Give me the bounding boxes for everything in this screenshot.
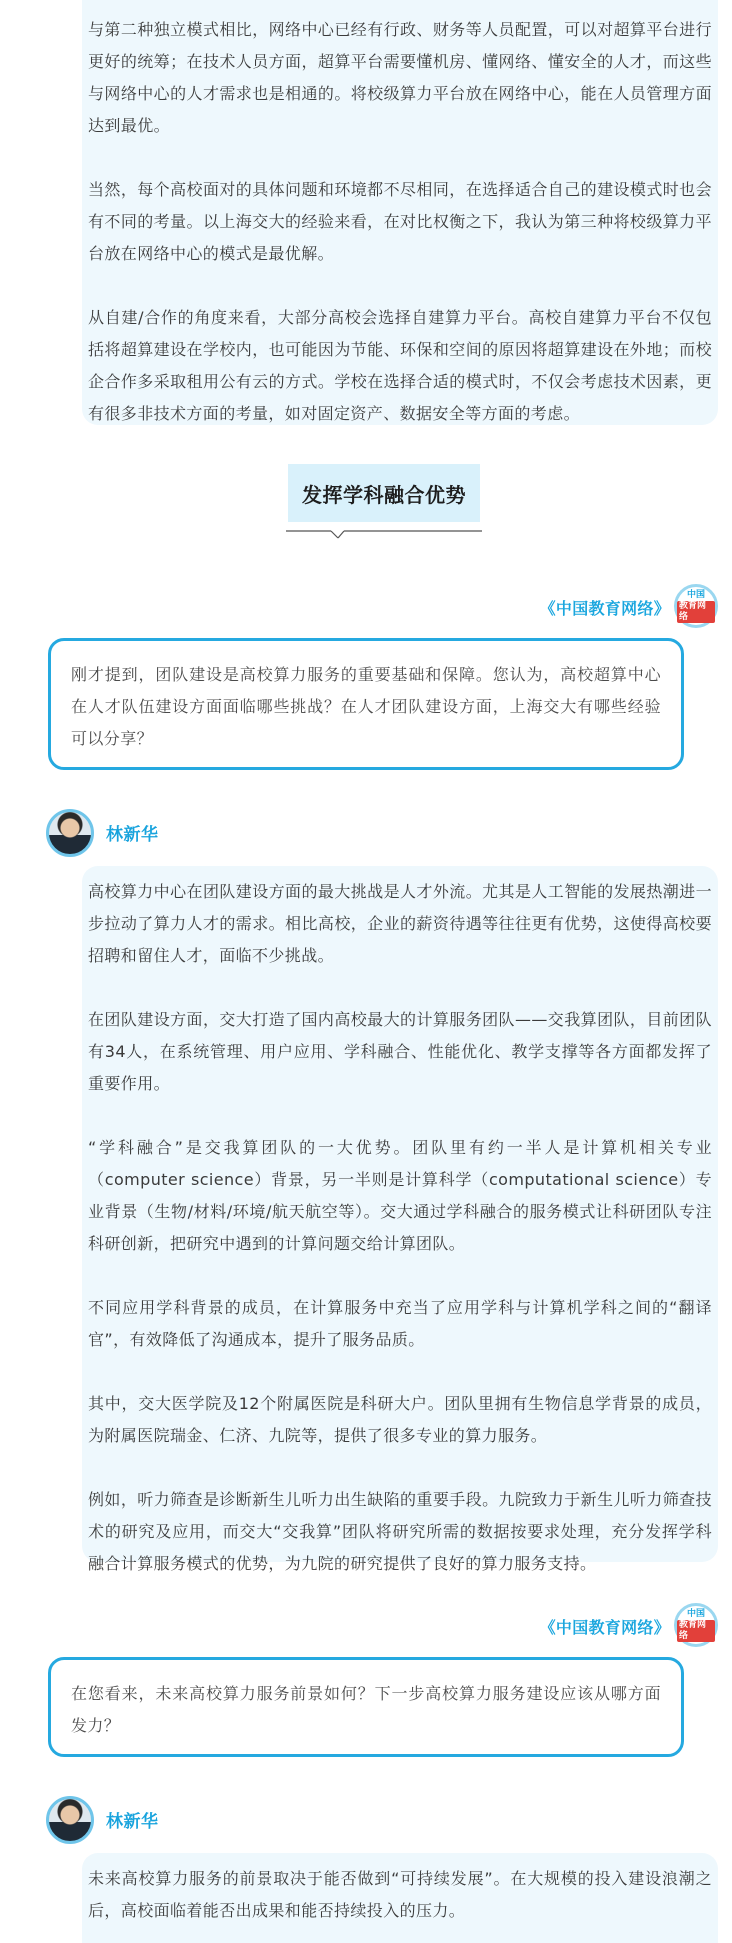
logo-text-line1: 中国	[686, 589, 705, 600]
answer-paragraph: “学科融合”是交我算团队的一大优势。团队里有约一半人是计算机相关专业（computer science）背景，另一半则是计算科学（computational science）专业背景（生物/材料/环境/航天航空等）。交大通过学科融合的服务模式让科研团队专注科研创新，把研究中遇到的计算问题交给计算团队。	[88, 1138, 712, 1253]
answer-paragraph: 其中，交大医学院及12个附属医院是科研大户。团队里拥有生物信息学背景的成员，为附属医院瑞金、仁济、九院等，提供了很多专业的算力服务。	[88, 1394, 712, 1445]
answer-paragraph: 例如，听力筛查是诊断新生儿听力出生缺陷的重要手段。九院致力于新生儿听力筛查技术的研究及应用，而交大“交我算”团队将研究所需的数据按要求处理，充分发挥学科融合计算服务模式的优势，为九院的研究提供了良好的算力服务支持。	[88, 1490, 712, 1573]
answer-paragraph: 未来高校算力服务的前景取决于能否做到“可持续发展”。在大规模的投入建设浪潮之后，高校面临着能否出成果和能否持续投入的压力。	[88, 1869, 712, 1920]
speaker-name: 林新华	[106, 1812, 159, 1832]
source-label: 《中国教育网络》	[539, 1618, 670, 1637]
answer-paragraph: 不同应用学科背景的成员，在计算服务中充当了应用学科与计算机学科之间的“翻译官”，有效降低了沟通成本，提升了服务品质。	[88, 1298, 712, 1349]
answer-paragraph: 从自建/合作的角度来看，大部分高校会选择自建算力平台。高校自建算力平台不仅包括将超算建设在学校内，也可能因为节能、环保和空间的原因将超算建设在外地；而校企合作多采取租用公有云的方式。学校在选择合适的模式时，不仅会考虑技术因素，更有很多非技术方面的考量，如对固定资产、数据安全等方面的考虑。	[88, 308, 712, 423]
answer-card	[82, 1853, 718, 1943]
answer-card	[82, 866, 718, 1573]
speaker-avatar	[46, 809, 94, 857]
china-education-network-logo	[674, 584, 718, 628]
section-title	[288, 464, 480, 522]
answer-paragraph: 在团队建设方面，交大打造了国内高校最大的计算服务团队——交我算团队，目前团队有34人，在系统管理、用户应用、学科融合、性能优化、教学支撑等各方面都发挥了重要作用。	[88, 1010, 712, 1093]
section-title-underline	[286, 527, 482, 543]
section-title-text: 发挥学科融合优势	[302, 482, 466, 507]
question-box	[48, 638, 684, 770]
china-education-network-logo	[674, 1603, 718, 1647]
answer-paragraph: 当然，每个高校面对的具体问题和环境都不尽相同，在选择适合自己的建设模式时也会有不同的考量。以上海交大的经验来看，在对比权衡之下，我认为第三种将校级算力平台放在网络中心的模式是最优解。	[88, 180, 712, 263]
speaker-name: 林新华	[106, 825, 159, 845]
speaker-avatar	[46, 1796, 94, 1844]
source-label: 《中国教育网络》	[539, 599, 670, 618]
question-text: 刚才提到，团队建设是高校算力服务的重要基础和保障。您认为，高校超算中心在人才队伍建设方面面临哪些挑战？在人才团队建设方面，上海交大有哪些经验可以分享？	[71, 665, 661, 748]
answer-paragraph: 与第二种独立模式相比，网络中心已经有行政、财务等人员配置，可以对超算平台进行更好的统筹；在技术人员方面，超算平台需要懂机房、懂网络、懂安全的人才，而这些与网络中心的人才需求也是相通的。将校级算力平台放在网络中心，能在人员管理方面达到最优。	[88, 20, 712, 135]
question-box	[48, 1657, 684, 1757]
answer-paragraph: 高校算力中心在团队建设方面的最大挑战是人才外流。尤其是人工智能的发展热潮进一步拉动了算力人才的需求。相比高校，企业的薪资待遇等往往更有优势，这使得高校要招聘和留住人才，面临不少挑战。	[88, 882, 712, 965]
logo-text-line2: 教育网络	[677, 1620, 715, 1642]
answer-card-top	[82, 0, 718, 425]
logo-text-line2: 教育网络	[677, 601, 715, 623]
question-text: 在您看来，未来高校算力服务前景如何？下一步高校算力服务建设应该从哪方面发力？	[71, 1684, 661, 1735]
logo-text-line1: 中国	[686, 1608, 705, 1619]
